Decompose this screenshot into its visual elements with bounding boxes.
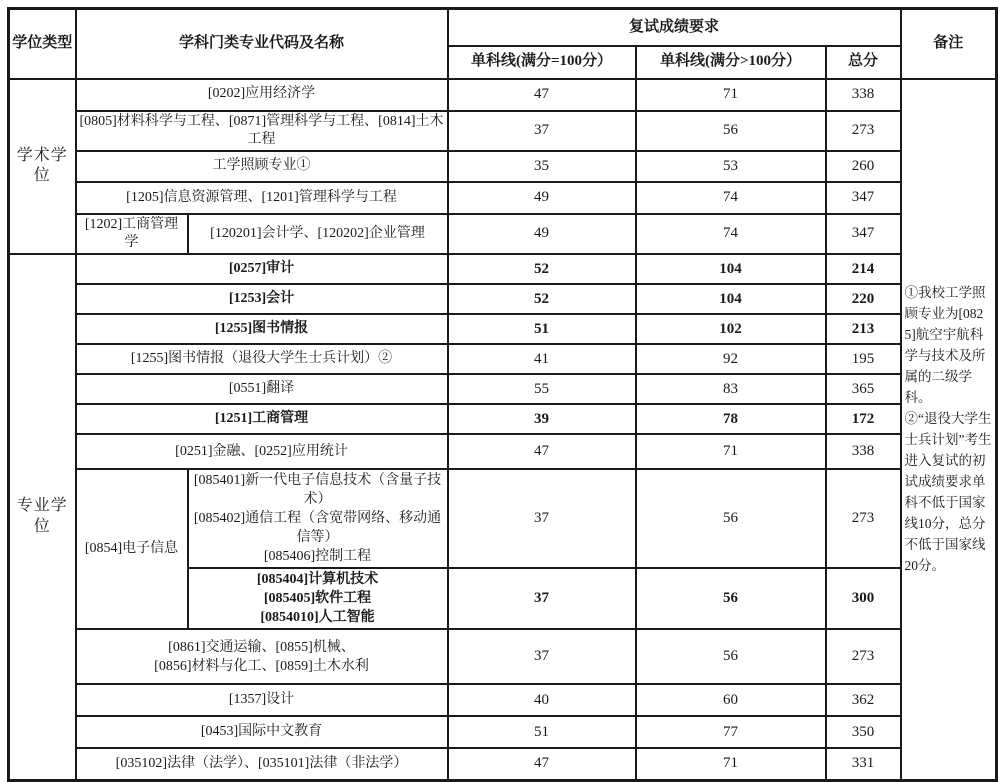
score-requirement-table [7,7,998,782]
cell-specialty: [0202]应用经济学 [76,79,448,111]
cell-single-100: 47 [448,434,636,469]
cell-single-100: 49 [448,182,636,214]
cell-single-100: 55 [448,374,636,404]
specialty-line: [085402]通信工程（含宽带网络、移动通信等） [193,511,442,546]
cell-single-100: 51 [448,716,636,748]
cell-single-gt100: 71 [636,748,826,780]
cell-single-gt100: 56 [636,568,826,629]
cell-total: 362 [826,684,901,716]
cell-specialty-group: [0854]电子信息 [76,469,188,629]
cell-specialty: [035102]法律（法学）、[035101]法律（非法学） [76,748,448,780]
cell-single-100: 40 [448,684,636,716]
cell-single-gt100: 92 [636,344,826,374]
cell-single-gt100: 56 [636,629,826,684]
cell-single-gt100: 53 [636,151,826,182]
cell-specialty [188,568,448,629]
cell-total: 172 [826,404,901,434]
cell-single-gt100: 77 [636,716,826,748]
table-row [9,284,997,314]
cell-single-100: 47 [448,79,636,111]
cell-total: 365 [826,374,901,404]
cell-single-100: 37 [448,469,636,568]
specialty-line: [085406]控制工程 [263,549,372,565]
table-row [9,151,997,182]
cell-specialty: [0551]翻译 [76,374,448,404]
cell-specialty: [1357]设计 [76,684,448,716]
specialty-line: [085404]计算机技术 [256,572,379,588]
cell-total: 273 [826,111,901,151]
header-single-gt100: 单科线(满分>100分） [636,46,826,79]
cell-total: 213 [826,314,901,344]
cell-total: 220 [826,284,901,314]
cell-total: 347 [826,182,901,214]
cell-single-gt100: 104 [636,284,826,314]
table-row [9,254,997,284]
cell-single-100: 47 [448,748,636,780]
remark-cell [901,79,997,781]
table-row [9,182,997,214]
cell-specialty: [1255]图书情报（退役大学生士兵计划）② [76,344,448,374]
table-row [9,374,997,404]
cell-single-100: 37 [448,111,636,151]
cell-single-gt100: 60 [636,684,826,716]
table-row [9,214,997,254]
degree-type-academic: 学术学位 [9,79,76,255]
cell-specialty: [1205]信息资源管理、[1201]管理科学与工程 [76,182,448,214]
table-row [9,434,997,469]
degree-type-professional: 专业学位 [9,254,76,780]
remark-note-1: ①我校工学照顾专业为[0825]航空宇航科学与技术及所属的二级学科。 [904,285,986,406]
cell-total: 300 [826,568,901,629]
cell-specialty: [0251]金融、[0252]应用统计 [76,434,448,469]
cell-specialty: [1251]工商管理 [76,404,448,434]
table-row [9,79,997,111]
cell-specialty: [1255]图书情报 [76,314,448,344]
header-degree-type: 学位类型 [9,9,76,79]
table-row [9,469,997,568]
cell-total: 338 [826,434,901,469]
header-score-group: 复试成绩要求 [448,9,901,46]
cell-single-100: 52 [448,254,636,284]
cell-specialty [188,469,448,568]
header-specialty: 学科门类专业代码及名称 [76,9,448,79]
cell-single-gt100: 83 [636,374,826,404]
table-row [9,404,997,434]
cell-single-100: 49 [448,214,636,254]
table-row [9,344,997,374]
cell-single-100: 39 [448,404,636,434]
cell-specialty: [120201]会计学、[120202]企业管理 [188,214,448,254]
cell-total: 214 [826,254,901,284]
cell-single-gt100: 56 [636,469,826,568]
cell-specialty: 工学照顾专业① [76,151,448,182]
cell-single-gt100: 74 [636,182,826,214]
specialty-line: [0854010]人工智能 [260,610,375,626]
specialty-line: [085405]软件工程 [263,591,372,607]
cell-single-100: 37 [448,568,636,629]
cell-specialty: [0453]国际中文教育 [76,716,448,748]
cell-single-gt100: 71 [636,79,826,111]
table-row [9,684,997,716]
cell-single-100: 35 [448,151,636,182]
cell-single-100: 41 [448,344,636,374]
table-row [9,111,997,151]
table-row [9,629,997,684]
cell-total: 331 [826,748,901,780]
cell-single-100: 52 [448,284,636,314]
cell-specialty: [1253]会计 [76,284,448,314]
header-remark: 备注 [901,9,997,79]
cell-single-gt100: 104 [636,254,826,284]
cell-specialty [76,629,448,684]
cell-specialty-group: [1202]工商管理学 [76,214,188,254]
table-row [9,716,997,748]
cell-specialty: [0805]材料科学与工程、[0871]管理科学与工程、[0814]土木工程 [76,111,448,151]
cell-single-100: 37 [448,629,636,684]
cell-single-gt100: 71 [636,434,826,469]
specialty-line: [0856]材料与化工、[0859]土木水利 [154,658,369,674]
cell-single-gt100: 102 [636,314,826,344]
remark-note-2: ②“退役大学生士兵计划”考生进入复试的初试成绩要求单科不低于国家线10分，总分不低于国家线20分。 [904,411,992,574]
cell-total: 260 [826,151,901,182]
cell-total: 338 [826,79,901,111]
cell-total: 273 [826,629,901,684]
cell-total: 195 [826,344,901,374]
cell-single-100: 51 [448,314,636,344]
header-total: 总分 [826,46,901,79]
table-row [9,748,997,780]
cell-total: 350 [826,716,901,748]
cell-single-gt100: 56 [636,111,826,151]
header-single-100: 单科线(满分=100分） [448,46,636,79]
cell-single-gt100: 74 [636,214,826,254]
specialty-line: [0861]交通运输、[0855]机械、 [168,639,355,655]
cell-total: 347 [826,214,901,254]
cell-specialty: [0257]审计 [76,254,448,284]
cell-total: 273 [826,469,901,568]
cell-single-gt100: 78 [636,404,826,434]
table-row [9,314,997,344]
specialty-line: [085401]新一代电子信息技术（含量子技术） [193,473,442,508]
